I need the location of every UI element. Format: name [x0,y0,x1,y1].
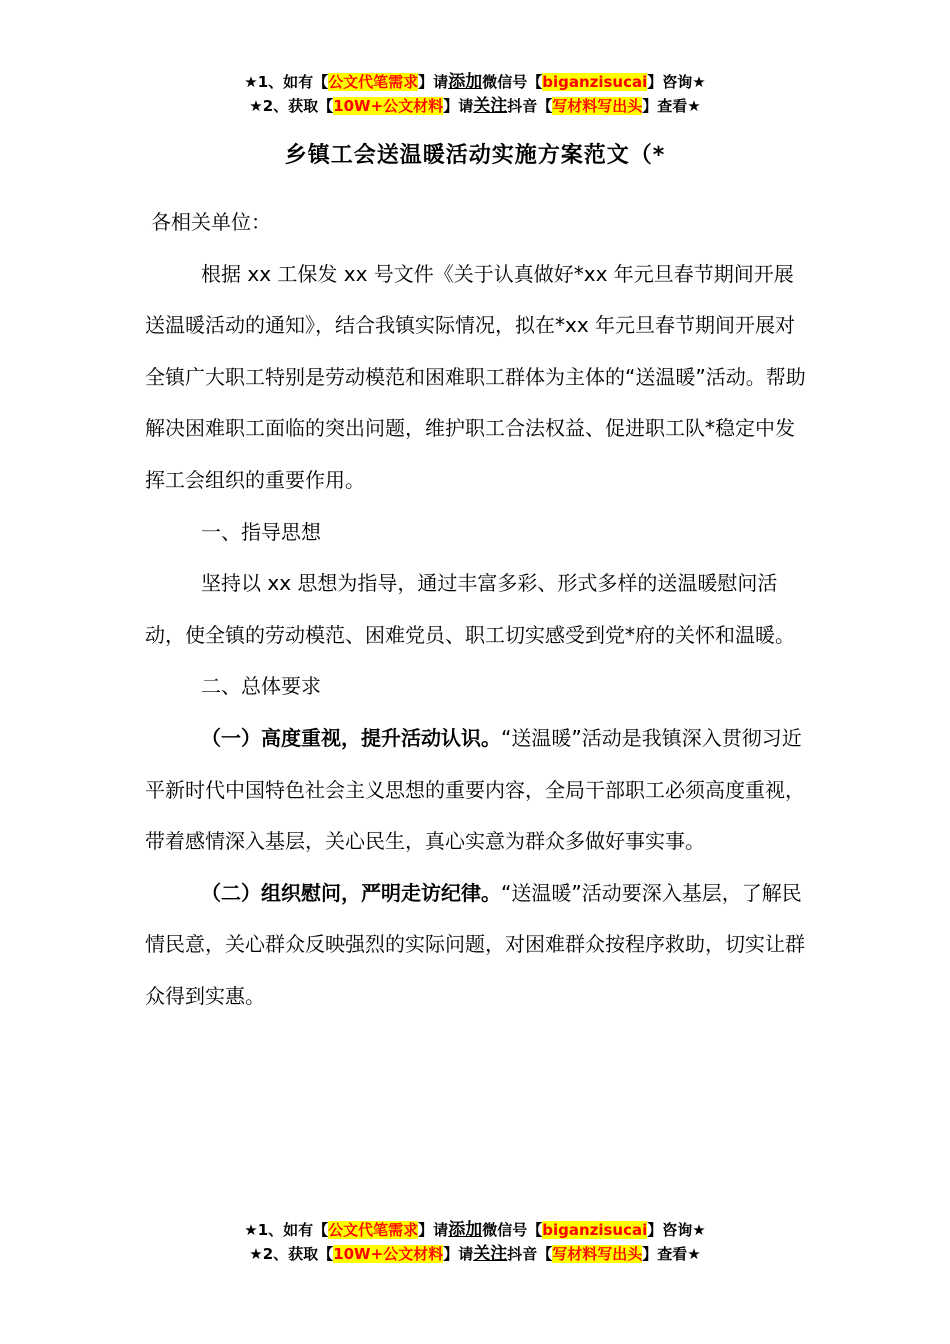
document-body [145,197,813,1023]
banner-text: 抖音【 [507,97,553,115]
document-title: 乡镇工会送温暖活动实施方案范文（* [284,143,666,168]
banner-text: 】查看★ [642,1245,701,1263]
banner-line-2 [0,94,950,118]
highlight-wechat-id: biganzisucai [542,73,648,91]
banner-line-1 [0,70,950,94]
banner-text: 1、如有【 [257,73,329,91]
highlight-writing-service: 公文代笔需求 [328,73,419,91]
banner-text: 】请 [418,1221,449,1239]
banner-text: 1、如有【 [257,1221,329,1239]
requirement-item-1 [145,713,813,868]
requirement-item-1-heading: （一）高度重视，提升活动认识。 [201,725,501,750]
paragraph-guiding-ideology: 坚持以 xx 思想为指导，通过丰富多彩、形式多样的送温暖慰问活动，使全镇的劳动模范、困难党员、职工切实感受到党*府的关怀和温暖。 [145,571,795,647]
banner-text: 微信号【 [482,73,543,91]
underlined-follow: 关注 [473,96,508,116]
footer-banner [0,1218,950,1266]
star-icon: ★ [249,1245,263,1263]
salutation: 各相关单位： [151,210,271,234]
requirement-item-1-text: “送温暖”活动是我镇深入贯彻习近平新时代中国特色社会主义思想的重要内容，全局干部职工必须高度重视，带着感情深入基层，关心民生，真心实意为群众多做好事实事。 [145,725,805,854]
highlight-materials: 10W+公文材料 [333,1245,444,1263]
underlined-add: 添加 [448,1220,483,1240]
requirement-item-2 [145,868,813,1023]
banner-text: 2、获取【 [262,1245,334,1263]
star-icon: ★ [249,97,263,115]
banner-line-2 [0,1242,950,1266]
requirement-item-2-heading: （二）组织慰问，严明走访纪律。 [201,880,501,905]
banner-text: 微信号【 [482,1221,543,1239]
banner-text: 2、获取【 [262,97,334,115]
banner-text: 】咨询★ [647,1221,706,1239]
underlined-add: 添加 [448,72,483,92]
banner-text: 】查看★ [642,97,701,115]
section-heading-general-requirements: 二、总体要求 [201,674,321,699]
highlight-douyin-account: 写材料写出头 [552,1245,643,1263]
banner-text: 】请 [443,97,474,115]
star-icon: ★ [244,1221,258,1239]
banner-line-1 [0,1218,950,1242]
underlined-follow: 关注 [473,1244,508,1264]
requirement-item-2-text: “送温暖”活动要深入基层，了解民情民意，关心群众反映强烈的实际问题，对困难群众按程序救助，切实让群众得到实惠。 [145,880,805,1008]
paragraph-intro: 根据 xx 工保发 xx 号文件《关于认真做好*xx 年元旦春节期间开展送温暖活动的通知》，结合我镇实际情况，拟在*xx 年元旦春节期间开展对全镇广大职工特别是劳动模范和困难职工群体为主体的“送温暖”活动。帮助解决困难职工面临的突出问题，维护职工合法权益、促进职工队*稳定中发挥工会组织的重要作用。 [145,261,806,492]
header-banner [0,70,950,118]
highlight-materials: 10W+公文材料 [333,97,444,115]
banner-text: 抖音【 [507,1245,553,1263]
banner-text: 】请 [418,73,449,91]
star-icon: ★ [244,73,258,91]
highlight-douyin-account: 写材料写出头 [552,97,643,115]
highlight-writing-service: 公文代笔需求 [328,1221,419,1239]
banner-text: 】请 [443,1245,474,1263]
section-heading-guiding-ideology: 一、指导思想 [201,519,321,544]
banner-text: 】咨询★ [647,73,706,91]
highlight-wechat-id: biganzisucai [542,1221,648,1239]
